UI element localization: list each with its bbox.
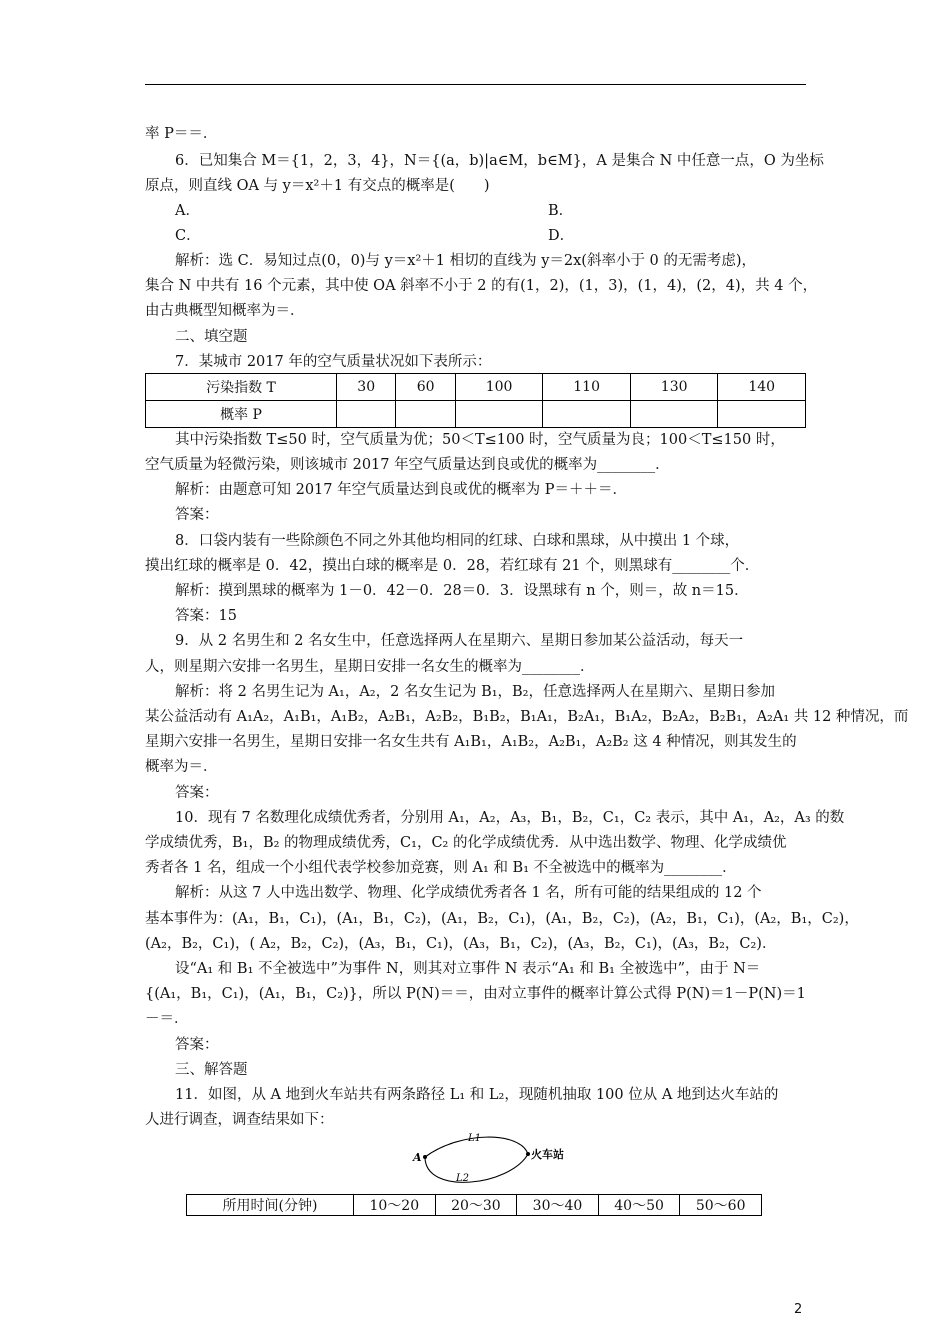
table-cell: 60 [396, 374, 455, 401]
table-cell: 20～30 [435, 1195, 517, 1216]
option-d: D． [548, 228, 575, 244]
table-cell [630, 401, 718, 428]
travel-time-table [186, 1194, 762, 1216]
table-cell [718, 401, 806, 428]
path-l2-label: L2 [456, 1173, 470, 1184]
table-row [187, 1195, 762, 1216]
solution-7-line: 解析：由题意可知 2017 年空气质量达到良或优的概率为 P＝＋＋＝． [175, 482, 627, 498]
option-c: C． [175, 228, 201, 244]
question-7-line: 空气质量为轻微污染，则该城市 2017 年空气质量达到良或优的概率为________． [145, 457, 670, 473]
path-l1-label: L1 [468, 1133, 482, 1144]
table-cell: 30～40 [517, 1195, 599, 1216]
table-row [146, 374, 806, 401]
header-rule [145, 84, 806, 85]
route-diagram [400, 1126, 590, 1194]
solution-9-line: 解析：将 2 名男生记为 A₁，A₂，2 名女生记为 B₁，B₂，任意选择两人在星期六、星期日参加 [175, 684, 775, 700]
question-9-line: 9．从 2 名男生和 2 名女生中，任意选择两人在星期六、星期日参加某公益活动，每天一 [175, 633, 744, 649]
table-cell: 10～20 [354, 1195, 436, 1216]
station-marker [526, 1152, 530, 1156]
pollution-table [145, 373, 806, 428]
question-8-line: 摸出红球的概率是 0．42，摸出白球的概率是 0．28，若红球有 21 个，则黑球有________个． [145, 558, 760, 574]
table-row [146, 401, 806, 428]
table-header-cell: 所用时间(分钟) [187, 1195, 354, 1216]
table-header-cell: 污染指数 T [146, 374, 337, 401]
table-header-cell: 概率 P [146, 401, 337, 428]
text-line: 率 P＝＝． [145, 126, 218, 142]
question-10-line: 秀者各 1 名，组成一个小组代表学校参加竞赛，则 A₁ 和 B₁ 不全被选中的概率为________． [145, 860, 737, 876]
table-cell: 130 [630, 374, 718, 401]
answer-9: 答案： [175, 785, 219, 801]
solution-6-line: 集合 N 中共有 16 个元素，其中使 OA 斜率不小于 2 的有(1，2)，(1，3)，(1，4)，(2，4)，共 4 个， [145, 278, 818, 294]
path-l2-curve [425, 1154, 528, 1182]
question-6-line: 原点，则直线 OA 与 y＝x²＋1 有交点的概率是( ) [145, 178, 490, 194]
solution-10-line: 解析：从这 7 人中选出数学、物理、化学成绩优秀者各 1 名，所有可能的结果组成的 12 个 [175, 885, 762, 901]
answer-8: 答案：15 [175, 608, 237, 624]
section-heading: 三、解答题 [175, 1062, 248, 1078]
question-11-line: 11．如图，从 A 地到火车站共有两条路径 L₁ 和 L₂，现随机抽取 100 位从 A 地到达火车站的 [175, 1087, 779, 1103]
table-cell: 40～50 [598, 1195, 680, 1216]
point-a-label: A [413, 1151, 422, 1164]
answer-10: 答案： [175, 1037, 219, 1053]
question-6-line: 6．已知集合 M＝{1，2，3，4}，N＝{(a，b)|a∈M，b∈M}，A 是集合 N 中任意一点，O 为坐标 [175, 153, 824, 169]
question-9-line: 人，则星期六安排一名男生，星期日安排一名女生的概率为________． [145, 659, 595, 675]
table-cell: 110 [543, 374, 631, 401]
option-a: A． [175, 203, 200, 219]
question-10-line: 10．现有 7 名数理化成绩优秀者，分别用 A₁，A₂，A₃，B₁，B₂，C₁，C₂ 表示，其中 A₁，A₂，A₃ 的数 [175, 810, 845, 826]
table-cell [543, 401, 631, 428]
table-cell: 100 [455, 374, 543, 401]
solution-10-line: (A₂，B₂，C₁)，( A₂，B₂，C₂)，(A₃，B₁，C₁)，(A₃，B₁，C₂)，(A₃，B₂，C₁)，(A₃，B₂，C₂)． [145, 936, 777, 952]
solution-6-line: 由古典概型知概率为＝． [145, 303, 305, 319]
table-cell [396, 401, 455, 428]
answer-7: 答案： [175, 507, 219, 523]
table-cell: 140 [718, 374, 806, 401]
station-label: 火车站 [531, 1148, 564, 1161]
solution-9-line: 概率为＝． [145, 759, 218, 775]
section-heading: 二、填空题 [175, 329, 248, 345]
solution-8-line: 解析：摸到黑球的概率为 1－0．42－0．28＝0．3．设黑球有 n 个，则＝，故 n＝15． [175, 583, 749, 599]
table-cell: 30 [337, 374, 396, 401]
question-11-line: 人进行调查，调查结果如下： [145, 1112, 334, 1128]
page-number: 2 [794, 1302, 803, 1317]
option-b: B． [548, 203, 574, 219]
solution-9-line: 某公益活动有 A₁A₂，A₁B₁，A₁B₂，A₂B₁，A₂B₂，B₁B₂，B₁A₁，B₂A₁，B₁A₂，B₂A₂，B₂B₁，A₂A₁ 共 12 种情况，而 [145, 709, 909, 725]
point-a-marker [423, 1155, 427, 1159]
question-10-line: 学成绩优秀，B₁，B₂ 的物理成绩优秀，C₁，C₂ 的化学成绩优秀．从中选出数学、物理、化学成绩优 [145, 835, 787, 851]
question-8-line: 8．口袋内装有一些除颜色不同之外其他均相同的红球、白球和黑球，从中摸出 1 个球， [175, 533, 740, 549]
table-cell: 50～60 [680, 1195, 762, 1216]
solution-10-line: {(A₁，B₁，C₁)，(A₁，B₁，C₂)}，所以 P(N)＝＝，由对立事件的概率计算公式得 P(N)＝1－P(N)＝1 [145, 986, 806, 1002]
table-cell [455, 401, 543, 428]
solution-6-line: 解析：选 C．易知过点(0，0)与 y＝x²＋1 相切的直线为 y＝2x(斜率小于 0 的无需考虑)， [175, 253, 757, 269]
solution-9-line: 星期六安排一名男生，星期日安排一名女生共有 A₁B₁，A₁B₂，A₂B₁，A₂B₂ 这 4 种情况，则其发生的 [145, 734, 797, 750]
question-7-line: 其中污染指数 T≤50 时，空气质量为优；50＜T≤100 时，空气质量为良；100＜T≤150 时， [175, 432, 785, 448]
solution-10-line: 设“A₁ 和 B₁ 不全被选中”为事件 N，则其对立事件 N 表示“A₁ 和 B₁ 全被选中”，由于 N＝ [175, 961, 761, 977]
table-cell [337, 401, 396, 428]
solution-10-line: －＝． [145, 1011, 189, 1027]
question-7-line: 7．某城市 2017 年的空气质量状况如下表所示： [175, 354, 492, 370]
solution-10-line: 基本事件为：(A₁，B₁，C₁)，(A₁，B₁，C₂)，(A₁，B₂，C₁)，(A₁，B₂，C₂)，(A₂，B₁，C₁)，(A₂，B₁，C₂)， [145, 911, 859, 927]
